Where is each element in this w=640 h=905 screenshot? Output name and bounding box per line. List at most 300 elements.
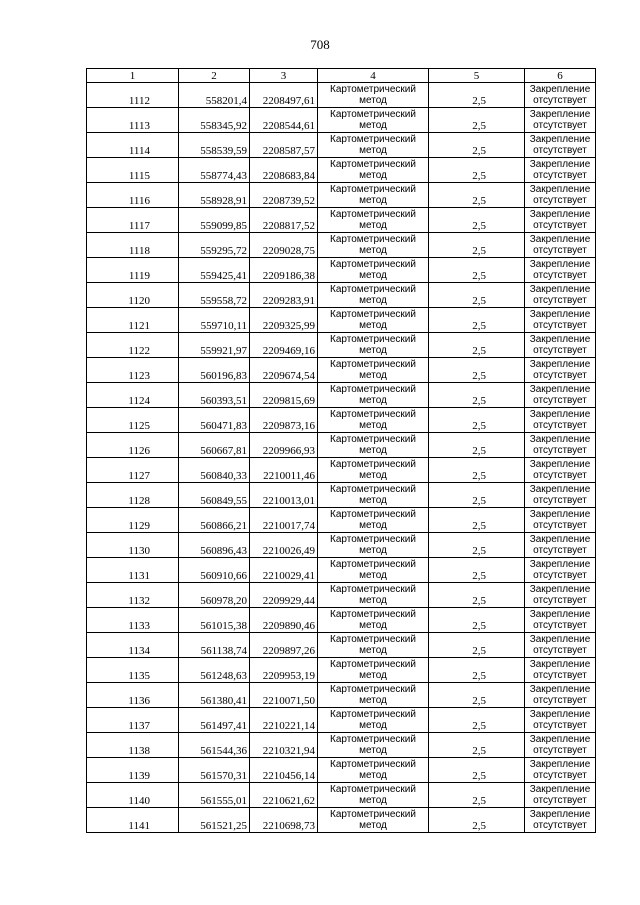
fixing-line-1: Закрепление (529, 384, 591, 395)
method-line-1: Картометрический (330, 559, 416, 570)
fixing-line-1: Закрепление (529, 684, 591, 695)
point-number: 1134 (87, 633, 179, 658)
accuracy-cell: 2,5 (429, 733, 525, 758)
method-line-1: Картометрический (330, 484, 416, 495)
method-line-2: метод (359, 195, 387, 206)
fixing-line-1: Закрепление (529, 709, 591, 720)
coordinate-y: 2208497,61 (250, 83, 318, 108)
point-number: 1115 (87, 158, 179, 183)
fixing-line-2: отсутствует (533, 120, 587, 131)
fixing-line-1: Закрепление (529, 484, 591, 495)
point-number: 1114 (87, 133, 179, 158)
table-row (87, 683, 596, 708)
method-line-2: метод (359, 670, 387, 681)
method-line-2: метод (359, 95, 387, 106)
coordinate-y: 2208683,84 (250, 158, 318, 183)
coordinate-x: 558345,92 (179, 108, 250, 133)
accuracy-cell: 2,5 (429, 258, 525, 283)
table-row (87, 708, 596, 733)
table-row (87, 258, 596, 283)
point-number: 1130 (87, 533, 179, 558)
table-row (87, 108, 596, 133)
method-line-2: метод (359, 270, 387, 281)
fixing-line-2: отсутствует (533, 420, 587, 431)
fixing-line-1: Закрепление (529, 259, 591, 270)
coordinate-x: 558539,59 (179, 133, 250, 158)
fixing-cell (525, 333, 596, 358)
table-row (87, 808, 596, 833)
table-row (87, 208, 596, 233)
fixing-cell (525, 258, 596, 283)
fixing-line-2: отсутствует (533, 345, 587, 356)
coordinate-y: 2209966,93 (250, 433, 318, 458)
accuracy-cell: 2,5 (429, 383, 525, 408)
accuracy-cell: 2,5 (429, 483, 525, 508)
coordinate-y: 2209186,38 (250, 258, 318, 283)
method-cell (318, 383, 429, 408)
accuracy-cell: 2,5 (429, 308, 525, 333)
method-line-2: метод (359, 645, 387, 656)
accuracy-cell: 2,5 (429, 508, 525, 533)
fixing-line-2: отсутствует (533, 495, 587, 506)
header-row (87, 69, 596, 83)
coordinate-x: 560978,20 (179, 583, 250, 608)
coordinate-x: 560896,43 (179, 533, 250, 558)
coordinate-x: 561570,31 (179, 758, 250, 783)
coordinate-y: 2209890,46 (250, 608, 318, 633)
coordinate-y: 2210029,41 (250, 558, 318, 583)
table-row (87, 508, 596, 533)
coordinate-y: 2209815,69 (250, 383, 318, 408)
method-line-2: метод (359, 370, 387, 381)
coordinate-y: 2209283,91 (250, 283, 318, 308)
method-line-1: Картометрический (330, 684, 416, 695)
fixing-cell (525, 708, 596, 733)
header-col-4: 4 (318, 69, 429, 83)
coordinate-x: 560849,55 (179, 483, 250, 508)
accuracy-cell: 2,5 (429, 458, 525, 483)
fixing-line-2: отсутствует (533, 520, 587, 531)
coordinates-table (86, 68, 596, 833)
coordinate-x: 561380,41 (179, 683, 250, 708)
fixing-cell (525, 408, 596, 433)
fixing-cell (525, 658, 596, 683)
method-line-1: Картометрический (330, 609, 416, 620)
fixing-line-2: отсутствует (533, 595, 587, 606)
fixing-line-1: Закрепление (529, 759, 591, 770)
fixing-line-2: отсутствует (533, 545, 587, 556)
fixing-line-2: отсутствует (533, 695, 587, 706)
fixing-cell (525, 683, 596, 708)
coordinate-x: 561497,41 (179, 708, 250, 733)
fixing-cell (525, 383, 596, 408)
accuracy-cell: 2,5 (429, 533, 525, 558)
accuracy-cell: 2,5 (429, 233, 525, 258)
fixing-line-2: отсутствует (533, 745, 587, 756)
fixing-line-1: Закрепление (529, 559, 591, 570)
fixing-line-2: отсутствует (533, 620, 587, 631)
header-col-3: 3 (250, 69, 318, 83)
fixing-cell (525, 583, 596, 608)
accuracy-cell: 2,5 (429, 558, 525, 583)
fixing-line-2: отсутствует (533, 95, 587, 106)
table-row (87, 733, 596, 758)
coordinate-y: 2209897,26 (250, 633, 318, 658)
method-cell (318, 158, 429, 183)
method-cell (318, 208, 429, 233)
fixing-line-1: Закрепление (529, 234, 591, 245)
method-line-1: Картометрический (330, 759, 416, 770)
fixing-line-2: отсутствует (533, 470, 587, 481)
fixing-cell (525, 508, 596, 533)
fixing-line-1: Закрепление (529, 409, 591, 420)
method-cell (318, 183, 429, 208)
fixing-line-2: отсутствует (533, 770, 587, 781)
coordinate-x: 561015,38 (179, 608, 250, 633)
coordinate-y: 2210698,73 (250, 808, 318, 833)
table-row (87, 533, 596, 558)
header-col-5: 5 (429, 69, 525, 83)
table-row (87, 583, 596, 608)
fixing-line-1: Закрепление (529, 159, 591, 170)
point-number: 1118 (87, 233, 179, 258)
fixing-cell (525, 783, 596, 808)
method-line-2: метод (359, 345, 387, 356)
point-number: 1124 (87, 383, 179, 408)
method-cell (318, 483, 429, 508)
point-number: 1132 (87, 583, 179, 608)
method-cell (318, 433, 429, 458)
method-cell (318, 358, 429, 383)
fixing-cell (525, 183, 596, 208)
fixing-cell (525, 458, 596, 483)
method-line-1: Картометрический (330, 334, 416, 345)
method-cell (318, 708, 429, 733)
fixing-cell (525, 533, 596, 558)
method-cell (318, 283, 429, 308)
coordinate-x: 560393,51 (179, 383, 250, 408)
fixing-line-1: Закрепление (529, 334, 591, 345)
method-line-1: Картометрический (330, 209, 416, 220)
accuracy-cell: 2,5 (429, 408, 525, 433)
fixing-cell (525, 308, 596, 333)
fixing-line-1: Закрепление (529, 809, 591, 820)
fixing-cell (525, 358, 596, 383)
accuracy-cell: 2,5 (429, 808, 525, 833)
method-cell (318, 583, 429, 608)
method-line-1: Картометрический (330, 659, 416, 670)
method-line-1: Картометрический (330, 409, 416, 420)
accuracy-cell: 2,5 (429, 283, 525, 308)
method-line-2: метод (359, 795, 387, 806)
point-number: 1137 (87, 708, 179, 733)
fixing-line-1: Закрепление (529, 284, 591, 295)
method-line-1: Картометрический (330, 184, 416, 195)
fixing-line-1: Закрепление (529, 609, 591, 620)
fixing-line-2: отсутствует (533, 320, 587, 331)
fixing-line-2: отсутствует (533, 145, 587, 156)
point-number: 1125 (87, 408, 179, 433)
coordinate-x: 559099,85 (179, 208, 250, 233)
coordinate-y: 2210011,46 (250, 458, 318, 483)
accuracy-cell: 2,5 (429, 783, 525, 808)
fixing-line-2: отсутствует (533, 195, 587, 206)
method-line-2: метод (359, 320, 387, 331)
method-line-2: метод (359, 220, 387, 231)
coordinate-y: 2210026,49 (250, 533, 318, 558)
coordinate-x: 558774,43 (179, 158, 250, 183)
accuracy-cell: 2,5 (429, 183, 525, 208)
fixing-line-1: Закрепление (529, 634, 591, 645)
coordinate-y: 2209873,16 (250, 408, 318, 433)
accuracy-cell: 2,5 (429, 433, 525, 458)
point-number: 1119 (87, 258, 179, 283)
method-cell (318, 333, 429, 358)
accuracy-cell: 2,5 (429, 83, 525, 108)
method-line-1: Картометрический (330, 384, 416, 395)
fixing-line-2: отсутствует (533, 295, 587, 306)
fixing-line-2: отсутствует (533, 220, 587, 231)
coordinate-y: 2208544,61 (250, 108, 318, 133)
coordinate-y: 2210456,14 (250, 758, 318, 783)
fixing-cell (525, 608, 596, 633)
point-number: 1113 (87, 108, 179, 133)
method-cell (318, 308, 429, 333)
coordinate-x: 559921,97 (179, 333, 250, 358)
method-cell (318, 408, 429, 433)
table-row (87, 633, 596, 658)
table-row (87, 658, 596, 683)
method-cell (318, 258, 429, 283)
method-cell (318, 533, 429, 558)
fixing-cell (525, 208, 596, 233)
table-row (87, 783, 596, 808)
fixing-line-2: отсутствует (533, 270, 587, 281)
point-number: 1133 (87, 608, 179, 633)
point-number: 1126 (87, 433, 179, 458)
point-number: 1140 (87, 783, 179, 808)
point-number: 1120 (87, 283, 179, 308)
coordinate-x: 560840,33 (179, 458, 250, 483)
coordinate-y: 2210321,94 (250, 733, 318, 758)
method-line-2: метод (359, 595, 387, 606)
point-number: 1131 (87, 558, 179, 583)
method-line-2: метод (359, 120, 387, 131)
method-line-2: метод (359, 470, 387, 481)
fixing-line-2: отсутствует (533, 170, 587, 181)
point-number: 1127 (87, 458, 179, 483)
fixing-cell (525, 233, 596, 258)
method-line-2: метод (359, 770, 387, 781)
method-cell (318, 783, 429, 808)
point-number: 1136 (87, 683, 179, 708)
fixing-line-1: Закрепление (529, 459, 591, 470)
accuracy-cell: 2,5 (429, 583, 525, 608)
method-line-1: Картометрический (330, 309, 416, 320)
fixing-line-2: отсутствует (533, 245, 587, 256)
coordinate-y: 2209325,99 (250, 308, 318, 333)
accuracy-cell: 2,5 (429, 658, 525, 683)
table-row (87, 233, 596, 258)
method-line-2: метод (359, 570, 387, 581)
coordinate-x: 561555,01 (179, 783, 250, 808)
method-cell (318, 133, 429, 158)
point-number: 1141 (87, 808, 179, 833)
point-number: 1128 (87, 483, 179, 508)
table-row (87, 483, 596, 508)
fixing-cell (525, 733, 596, 758)
method-line-1: Картометрический (330, 134, 416, 145)
fixing-cell (525, 558, 596, 583)
method-cell (318, 658, 429, 683)
fixing-line-1: Закрепление (529, 309, 591, 320)
fixing-line-1: Закрепление (529, 434, 591, 445)
table-row (87, 308, 596, 333)
method-cell (318, 508, 429, 533)
table-row (87, 458, 596, 483)
method-line-1: Картометрический (330, 534, 416, 545)
accuracy-cell: 2,5 (429, 108, 525, 133)
method-line-2: метод (359, 420, 387, 431)
fixing-line-2: отсутствует (533, 670, 587, 681)
table-row (87, 383, 596, 408)
fixing-cell (525, 633, 596, 658)
fixing-line-2: отсутствует (533, 795, 587, 806)
point-number: 1129 (87, 508, 179, 533)
accuracy-cell: 2,5 (429, 158, 525, 183)
table-row (87, 408, 596, 433)
fixing-cell (525, 483, 596, 508)
fixing-cell (525, 108, 596, 133)
coordinate-x: 560471,83 (179, 408, 250, 433)
method-cell (318, 683, 429, 708)
accuracy-cell: 2,5 (429, 683, 525, 708)
coordinate-y: 2208587,57 (250, 133, 318, 158)
method-line-2: метод (359, 720, 387, 731)
fixing-line-1: Закрепление (529, 734, 591, 745)
method-line-2: метод (359, 245, 387, 256)
method-line-1: Картометрический (330, 509, 416, 520)
coordinate-x: 560866,21 (179, 508, 250, 533)
accuracy-cell: 2,5 (429, 333, 525, 358)
method-cell (318, 758, 429, 783)
header-col-2: 2 (179, 69, 250, 83)
fixing-line-2: отсутствует (533, 720, 587, 731)
coordinate-y: 2209469,16 (250, 333, 318, 358)
table-row (87, 358, 596, 383)
method-line-2: метод (359, 495, 387, 506)
table-row (87, 133, 596, 158)
fixing-cell (525, 283, 596, 308)
method-line-2: метод (359, 545, 387, 556)
method-line-2: метод (359, 695, 387, 706)
method-line-1: Картометрический (330, 709, 416, 720)
coordinate-x: 558928,91 (179, 183, 250, 208)
table-row (87, 558, 596, 583)
coordinate-x: 559425,41 (179, 258, 250, 283)
fixing-cell (525, 133, 596, 158)
method-line-2: метод (359, 170, 387, 181)
fixing-line-2: отсутствует (533, 395, 587, 406)
accuracy-cell: 2,5 (429, 758, 525, 783)
page-number: 708 (310, 37, 330, 52)
method-line-2: метод (359, 620, 387, 631)
coordinate-x: 559295,72 (179, 233, 250, 258)
method-line-2: метод (359, 395, 387, 406)
method-cell (318, 458, 429, 483)
fixing-cell (525, 433, 596, 458)
point-number: 1123 (87, 358, 179, 383)
method-cell (318, 558, 429, 583)
fixing-cell (525, 158, 596, 183)
method-line-1: Картометрический (330, 359, 416, 370)
method-cell (318, 808, 429, 833)
method-cell (318, 733, 429, 758)
fixing-line-1: Закрепление (529, 184, 591, 195)
fixing-line-1: Закрепление (529, 584, 591, 595)
method-line-1: Картометрический (330, 109, 416, 120)
method-line-2: метод (359, 145, 387, 156)
fixing-line-1: Закрепление (529, 209, 591, 220)
method-line-1: Картометрический (330, 634, 416, 645)
fixing-line-1: Закрепление (529, 134, 591, 145)
method-cell (318, 108, 429, 133)
point-number: 1122 (87, 333, 179, 358)
table-row (87, 758, 596, 783)
coordinate-y: 2210071,50 (250, 683, 318, 708)
method-line-1: Картометрический (330, 259, 416, 270)
coordinate-y: 2208739,52 (250, 183, 318, 208)
method-line-2: метод (359, 295, 387, 306)
fixing-line-2: отсутствует (533, 570, 587, 581)
coordinate-x: 561544,36 (179, 733, 250, 758)
coordinate-x: 560910,66 (179, 558, 250, 583)
method-line-1: Картометрический (330, 159, 416, 170)
coordinate-x: 561138,74 (179, 633, 250, 658)
method-line-1: Картометрический (330, 434, 416, 445)
method-line-1: Картометрический (330, 734, 416, 745)
method-line-2: метод (359, 820, 387, 831)
accuracy-cell: 2,5 (429, 708, 525, 733)
fixing-line-2: отсутствует (533, 820, 587, 831)
table-body (87, 83, 596, 833)
header-col-6: 6 (525, 69, 596, 83)
coordinate-y: 2210013,01 (250, 483, 318, 508)
method-line-1: Картометрический (330, 234, 416, 245)
fixing-line-1: Закрепление (529, 509, 591, 520)
table-row (87, 433, 596, 458)
accuracy-cell: 2,5 (429, 208, 525, 233)
table-row (87, 158, 596, 183)
header-col-1: 1 (87, 69, 179, 83)
coordinate-x: 561248,63 (179, 658, 250, 683)
fixing-line-1: Закрепление (529, 84, 591, 95)
table-row (87, 83, 596, 108)
method-cell (318, 608, 429, 633)
point-number: 1117 (87, 208, 179, 233)
fixing-line-1: Закрепление (529, 659, 591, 670)
point-number: 1135 (87, 658, 179, 683)
method-cell (318, 233, 429, 258)
fixing-line-1: Закрепление (529, 784, 591, 795)
point-number: 1138 (87, 733, 179, 758)
coordinate-x: 560667,81 (179, 433, 250, 458)
coordinate-x: 558201,4 (179, 83, 250, 108)
coordinate-y: 2209929,44 (250, 583, 318, 608)
coordinate-x: 559710,11 (179, 308, 250, 333)
accuracy-cell: 2,5 (429, 358, 525, 383)
coordinate-x: 561521,25 (179, 808, 250, 833)
